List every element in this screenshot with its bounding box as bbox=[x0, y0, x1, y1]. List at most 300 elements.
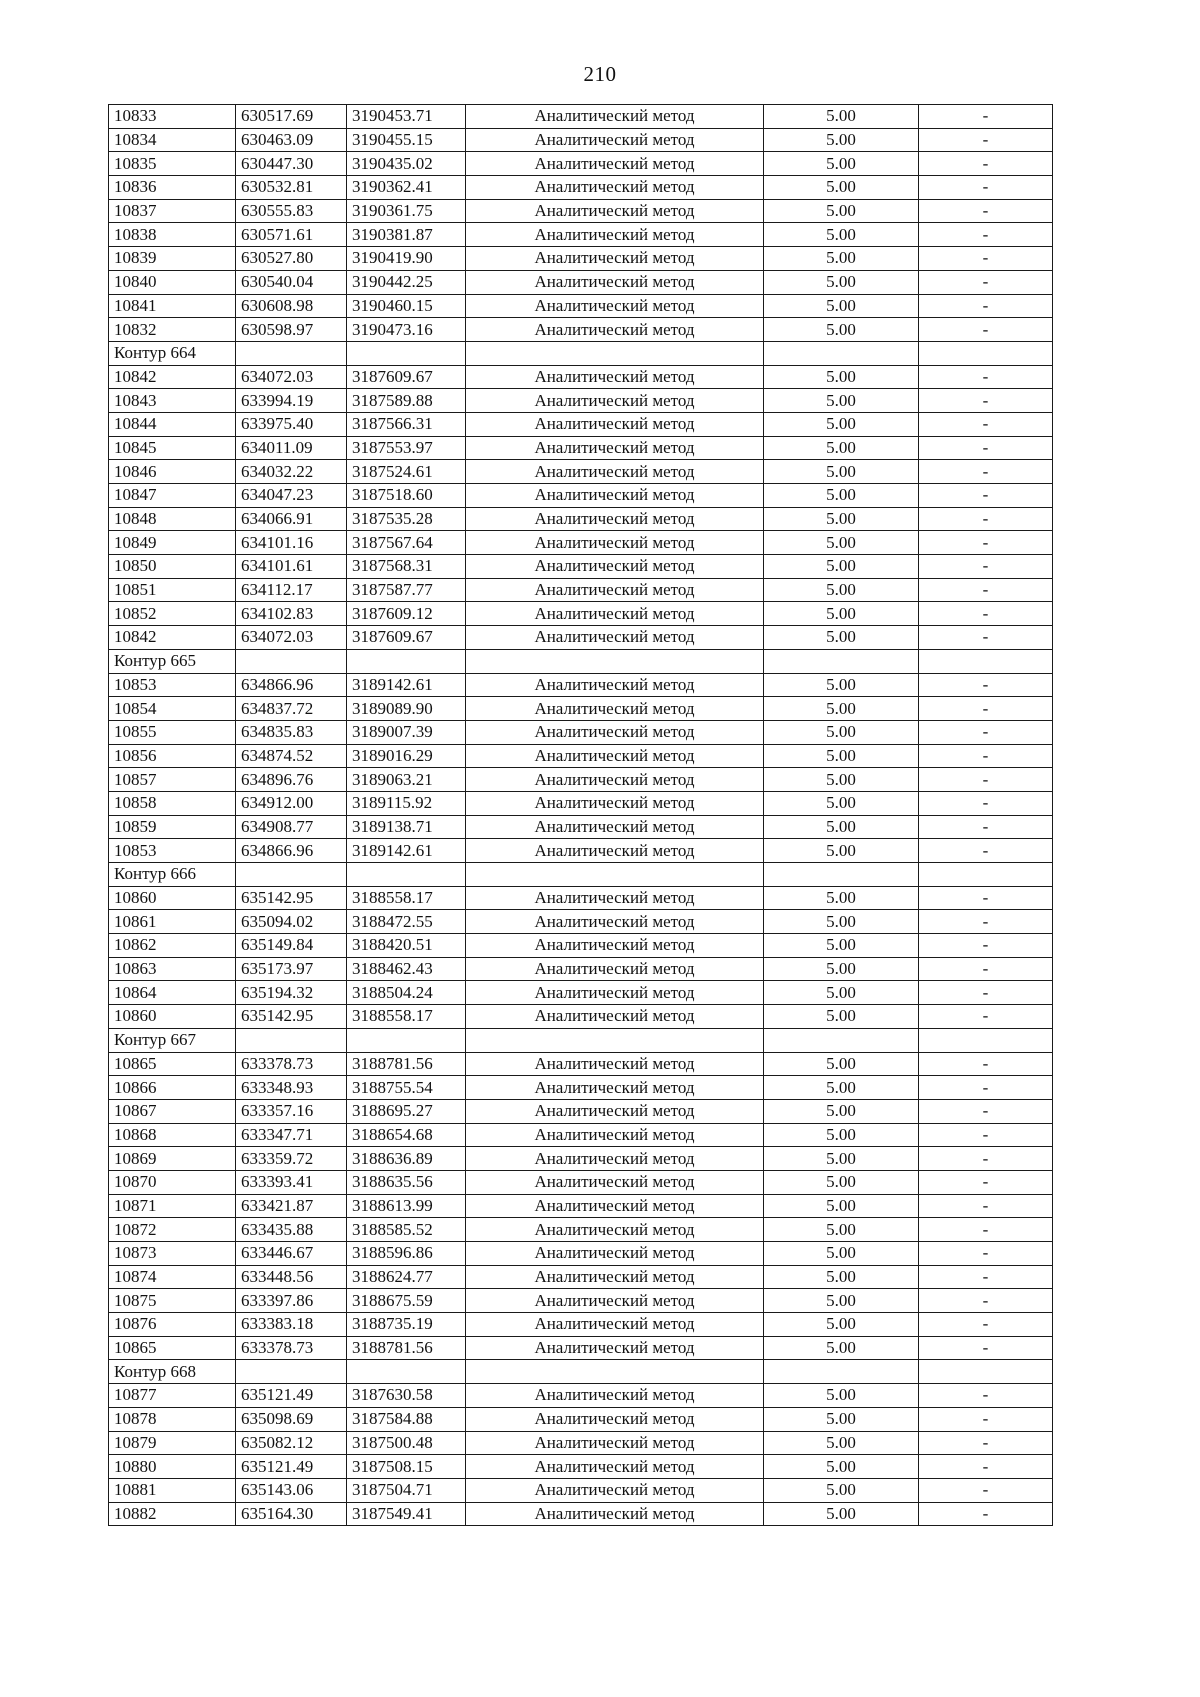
note-cell: - bbox=[919, 791, 1053, 815]
method-cell: Аналитический метод bbox=[466, 1076, 764, 1100]
point-number-cell: 10874 bbox=[109, 1265, 236, 1289]
method-cell: Аналитический метод bbox=[466, 720, 764, 744]
point-number-cell: 10879 bbox=[109, 1431, 236, 1455]
y-coordinate-cell: 3190473.16 bbox=[347, 318, 466, 342]
method-cell: Аналитический метод bbox=[466, 1147, 764, 1171]
point-number-cell: 10835 bbox=[109, 152, 236, 176]
accuracy-cell: 5.00 bbox=[764, 934, 919, 958]
x-coordinate-cell: 634032.22 bbox=[236, 460, 347, 484]
x-coordinate-cell: 634912.00 bbox=[236, 791, 347, 815]
table-row bbox=[109, 697, 1053, 721]
table-row bbox=[109, 1242, 1053, 1266]
accuracy-cell: 5.00 bbox=[764, 1407, 919, 1431]
method-cell: Аналитический метод bbox=[466, 365, 764, 389]
method-cell: Аналитический метод bbox=[466, 791, 764, 815]
point-number-cell: 10868 bbox=[109, 1123, 236, 1147]
table-row bbox=[109, 294, 1053, 318]
accuracy-cell: 5.00 bbox=[764, 768, 919, 792]
contour-header-row bbox=[109, 863, 1053, 887]
y-coordinate-cell: 3188735.19 bbox=[347, 1313, 466, 1337]
accuracy-cell: 5.00 bbox=[764, 1336, 919, 1360]
contour-label: Контур 668 bbox=[109, 1360, 236, 1384]
method-cell: Аналитический метод bbox=[466, 1170, 764, 1194]
method-cell: Аналитический метод bbox=[466, 1384, 764, 1408]
y-coordinate-cell: 3189138.71 bbox=[347, 815, 466, 839]
method-cell: Аналитический метод bbox=[466, 1431, 764, 1455]
accuracy-cell: 5.00 bbox=[764, 720, 919, 744]
y-coordinate-cell: 3187553.97 bbox=[347, 436, 466, 460]
method-cell: Аналитический метод bbox=[466, 152, 764, 176]
x-coordinate-cell: 634896.76 bbox=[236, 768, 347, 792]
y-coordinate-cell: 3187508.15 bbox=[347, 1455, 466, 1479]
table-row bbox=[109, 1313, 1053, 1337]
accuracy-cell: 5.00 bbox=[764, 436, 919, 460]
y-coordinate-cell: 3187518.60 bbox=[347, 484, 466, 508]
accuracy-cell: 5.00 bbox=[764, 1194, 919, 1218]
table-row bbox=[109, 365, 1053, 389]
note-cell: - bbox=[919, 1478, 1053, 1502]
x-coordinate-cell: 635173.97 bbox=[236, 957, 347, 981]
empty-cell bbox=[236, 863, 347, 887]
accuracy-cell: 5.00 bbox=[764, 128, 919, 152]
table-row bbox=[109, 957, 1053, 981]
y-coordinate-cell: 3190460.15 bbox=[347, 294, 466, 318]
note-cell: - bbox=[919, 1384, 1053, 1408]
point-number-cell: 10860 bbox=[109, 1005, 236, 1029]
point-number-cell: 10846 bbox=[109, 460, 236, 484]
x-coordinate-cell: 630463.09 bbox=[236, 128, 347, 152]
point-number-cell: 10876 bbox=[109, 1313, 236, 1337]
note-cell: - bbox=[919, 1431, 1053, 1455]
method-cell: Аналитический метод bbox=[466, 602, 764, 626]
table-row bbox=[109, 247, 1053, 271]
method-cell: Аналитический метод bbox=[466, 815, 764, 839]
accuracy-cell: 5.00 bbox=[764, 1076, 919, 1100]
table-row bbox=[109, 720, 1053, 744]
empty-cell bbox=[466, 1360, 764, 1384]
x-coordinate-cell: 633446.67 bbox=[236, 1242, 347, 1266]
table-row bbox=[109, 484, 1053, 508]
accuracy-cell: 5.00 bbox=[764, 1218, 919, 1242]
table-row bbox=[109, 910, 1053, 934]
x-coordinate-cell: 630532.81 bbox=[236, 176, 347, 200]
x-coordinate-cell: 630527.80 bbox=[236, 247, 347, 271]
method-cell: Аналитический метод bbox=[466, 460, 764, 484]
method-cell: Аналитический метод bbox=[466, 507, 764, 531]
y-coordinate-cell: 3187568.31 bbox=[347, 555, 466, 579]
method-cell: Аналитический метод bbox=[466, 1289, 764, 1313]
accuracy-cell: 5.00 bbox=[764, 673, 919, 697]
note-cell: - bbox=[919, 1502, 1053, 1526]
accuracy-cell: 5.00 bbox=[764, 886, 919, 910]
point-number-cell: 10863 bbox=[109, 957, 236, 981]
point-number-cell: 10871 bbox=[109, 1194, 236, 1218]
accuracy-cell: 5.00 bbox=[764, 1289, 919, 1313]
table-row bbox=[109, 1099, 1053, 1123]
x-coordinate-cell: 635082.12 bbox=[236, 1431, 347, 1455]
accuracy-cell: 5.00 bbox=[764, 981, 919, 1005]
point-number-cell: 10847 bbox=[109, 484, 236, 508]
method-cell: Аналитический метод bbox=[466, 128, 764, 152]
empty-cell bbox=[347, 341, 466, 365]
point-number-cell: 10870 bbox=[109, 1170, 236, 1194]
table-row bbox=[109, 318, 1053, 342]
x-coordinate-cell: 633448.56 bbox=[236, 1265, 347, 1289]
y-coordinate-cell: 3188636.89 bbox=[347, 1147, 466, 1171]
accuracy-cell: 5.00 bbox=[764, 1384, 919, 1408]
table-row bbox=[109, 436, 1053, 460]
empty-cell bbox=[919, 341, 1053, 365]
table-row bbox=[109, 744, 1053, 768]
point-number-cell: 10875 bbox=[109, 1289, 236, 1313]
note-cell: - bbox=[919, 247, 1053, 271]
table-row bbox=[109, 460, 1053, 484]
accuracy-cell: 5.00 bbox=[764, 839, 919, 863]
y-coordinate-cell: 3188558.17 bbox=[347, 886, 466, 910]
point-number-cell: 10866 bbox=[109, 1076, 236, 1100]
table-row bbox=[109, 1431, 1053, 1455]
note-cell: - bbox=[919, 697, 1053, 721]
y-coordinate-cell: 3190435.02 bbox=[347, 152, 466, 176]
accuracy-cell: 5.00 bbox=[764, 957, 919, 981]
note-cell: - bbox=[919, 128, 1053, 152]
method-cell: Аналитический метод bbox=[466, 436, 764, 460]
accuracy-cell: 5.00 bbox=[764, 270, 919, 294]
point-number-cell: 10860 bbox=[109, 886, 236, 910]
note-cell: - bbox=[919, 602, 1053, 626]
x-coordinate-cell: 634837.72 bbox=[236, 697, 347, 721]
y-coordinate-cell: 3189016.29 bbox=[347, 744, 466, 768]
y-coordinate-cell: 3188755.54 bbox=[347, 1076, 466, 1100]
method-cell: Аналитический метод bbox=[466, 1242, 764, 1266]
method-cell: Аналитический метод bbox=[466, 697, 764, 721]
x-coordinate-cell: 630447.30 bbox=[236, 152, 347, 176]
point-number-cell: 10840 bbox=[109, 270, 236, 294]
x-coordinate-cell: 633994.19 bbox=[236, 389, 347, 413]
note-cell: - bbox=[919, 981, 1053, 1005]
point-number-cell: 10836 bbox=[109, 176, 236, 200]
note-cell: - bbox=[919, 365, 1053, 389]
x-coordinate-cell: 634112.17 bbox=[236, 578, 347, 602]
note-cell: - bbox=[919, 531, 1053, 555]
empty-cell bbox=[919, 649, 1053, 673]
y-coordinate-cell: 3188420.51 bbox=[347, 934, 466, 958]
empty-cell bbox=[466, 649, 764, 673]
table-row bbox=[109, 1218, 1053, 1242]
y-coordinate-cell: 3189089.90 bbox=[347, 697, 466, 721]
y-coordinate-cell: 3188472.55 bbox=[347, 910, 466, 934]
method-cell: Аналитический метод bbox=[466, 981, 764, 1005]
y-coordinate-cell: 3187500.48 bbox=[347, 1431, 466, 1455]
method-cell: Аналитический метод bbox=[466, 1313, 764, 1337]
table-row bbox=[109, 1147, 1053, 1171]
method-cell: Аналитический метод bbox=[466, 1194, 764, 1218]
y-coordinate-cell: 3188624.77 bbox=[347, 1265, 466, 1289]
accuracy-cell: 5.00 bbox=[764, 152, 919, 176]
table-row bbox=[109, 389, 1053, 413]
y-coordinate-cell: 3188585.52 bbox=[347, 1218, 466, 1242]
accuracy-cell: 5.00 bbox=[764, 1052, 919, 1076]
accuracy-cell: 5.00 bbox=[764, 555, 919, 579]
x-coordinate-cell: 630598.97 bbox=[236, 318, 347, 342]
note-cell: - bbox=[919, 199, 1053, 223]
accuracy-cell: 5.00 bbox=[764, 294, 919, 318]
note-cell: - bbox=[919, 555, 1053, 579]
note-cell: - bbox=[919, 460, 1053, 484]
method-cell: Аналитический метод bbox=[466, 105, 764, 129]
y-coordinate-cell: 3187630.58 bbox=[347, 1384, 466, 1408]
accuracy-cell: 5.00 bbox=[764, 1265, 919, 1289]
y-coordinate-cell: 3187587.77 bbox=[347, 578, 466, 602]
contour-header-row bbox=[109, 341, 1053, 365]
note-cell: - bbox=[919, 910, 1053, 934]
y-coordinate-cell: 3187535.28 bbox=[347, 507, 466, 531]
point-number-cell: 10859 bbox=[109, 815, 236, 839]
point-number-cell: 10856 bbox=[109, 744, 236, 768]
x-coordinate-cell: 634908.77 bbox=[236, 815, 347, 839]
accuracy-cell: 5.00 bbox=[764, 602, 919, 626]
point-number-cell: 10881 bbox=[109, 1478, 236, 1502]
x-coordinate-cell: 633421.87 bbox=[236, 1194, 347, 1218]
table-row bbox=[109, 886, 1053, 910]
accuracy-cell: 5.00 bbox=[764, 578, 919, 602]
accuracy-cell: 5.00 bbox=[764, 1455, 919, 1479]
y-coordinate-cell: 3189063.21 bbox=[347, 768, 466, 792]
point-number-cell: 10839 bbox=[109, 247, 236, 271]
note-cell: - bbox=[919, 815, 1053, 839]
accuracy-cell: 5.00 bbox=[764, 389, 919, 413]
method-cell: Аналитический метод bbox=[466, 412, 764, 436]
accuracy-cell: 5.00 bbox=[764, 1502, 919, 1526]
accuracy-cell: 5.00 bbox=[764, 460, 919, 484]
note-cell: - bbox=[919, 1242, 1053, 1266]
point-number-cell: 10865 bbox=[109, 1336, 236, 1360]
table-row bbox=[109, 555, 1053, 579]
point-number-cell: 10880 bbox=[109, 1455, 236, 1479]
empty-cell bbox=[764, 863, 919, 887]
x-coordinate-cell: 634101.16 bbox=[236, 531, 347, 555]
note-cell: - bbox=[919, 1099, 1053, 1123]
y-coordinate-cell: 3190442.25 bbox=[347, 270, 466, 294]
table-row bbox=[109, 839, 1053, 863]
table-row bbox=[109, 1384, 1053, 1408]
accuracy-cell: 5.00 bbox=[764, 815, 919, 839]
table-row bbox=[109, 1052, 1053, 1076]
accuracy-cell: 5.00 bbox=[764, 910, 919, 934]
point-number-cell: 10873 bbox=[109, 1242, 236, 1266]
contour-header-row bbox=[109, 1028, 1053, 1052]
y-coordinate-cell: 3189142.61 bbox=[347, 839, 466, 863]
accuracy-cell: 5.00 bbox=[764, 1147, 919, 1171]
table-row bbox=[109, 1502, 1053, 1526]
accuracy-cell: 5.00 bbox=[764, 1478, 919, 1502]
table-row bbox=[109, 673, 1053, 697]
x-coordinate-cell: 633435.88 bbox=[236, 1218, 347, 1242]
method-cell: Аналитический метод bbox=[466, 1265, 764, 1289]
y-coordinate-cell: 3188675.59 bbox=[347, 1289, 466, 1313]
point-number-cell: 10854 bbox=[109, 697, 236, 721]
y-coordinate-cell: 3188462.43 bbox=[347, 957, 466, 981]
accuracy-cell: 5.00 bbox=[764, 1431, 919, 1455]
table-row bbox=[109, 176, 1053, 200]
x-coordinate-cell: 635098.69 bbox=[236, 1407, 347, 1431]
note-cell: - bbox=[919, 1194, 1053, 1218]
y-coordinate-cell: 3189115.92 bbox=[347, 791, 466, 815]
method-cell: Аналитический метод bbox=[466, 389, 764, 413]
note-cell: - bbox=[919, 294, 1053, 318]
note-cell: - bbox=[919, 839, 1053, 863]
empty-cell bbox=[466, 1028, 764, 1052]
x-coordinate-cell: 635094.02 bbox=[236, 910, 347, 934]
y-coordinate-cell: 3187567.64 bbox=[347, 531, 466, 555]
point-number-cell: 10867 bbox=[109, 1099, 236, 1123]
y-coordinate-cell: 3187609.67 bbox=[347, 626, 466, 650]
method-cell: Аналитический метод bbox=[466, 531, 764, 555]
contour-label: Контур 667 bbox=[109, 1028, 236, 1052]
point-number-cell: 10855 bbox=[109, 720, 236, 744]
y-coordinate-cell: 3188504.24 bbox=[347, 981, 466, 1005]
point-number-cell: 10862 bbox=[109, 934, 236, 958]
x-coordinate-cell: 635142.95 bbox=[236, 886, 347, 910]
x-coordinate-cell: 635143.06 bbox=[236, 1478, 347, 1502]
table-row bbox=[109, 791, 1053, 815]
method-cell: Аналитический метод bbox=[466, 1052, 764, 1076]
point-number-cell: 10834 bbox=[109, 128, 236, 152]
note-cell: - bbox=[919, 1336, 1053, 1360]
method-cell: Аналитический метод bbox=[466, 839, 764, 863]
table-row bbox=[109, 105, 1053, 129]
note-cell: - bbox=[919, 176, 1053, 200]
empty-cell bbox=[347, 649, 466, 673]
x-coordinate-cell: 634066.91 bbox=[236, 507, 347, 531]
y-coordinate-cell: 3188558.17 bbox=[347, 1005, 466, 1029]
x-coordinate-cell: 633378.73 bbox=[236, 1052, 347, 1076]
empty-cell bbox=[347, 1028, 466, 1052]
note-cell: - bbox=[919, 1147, 1053, 1171]
method-cell: Аналитический метод bbox=[466, 626, 764, 650]
accuracy-cell: 5.00 bbox=[764, 1123, 919, 1147]
table-row bbox=[109, 1455, 1053, 1479]
accuracy-cell: 5.00 bbox=[764, 176, 919, 200]
x-coordinate-cell: 635149.84 bbox=[236, 934, 347, 958]
note-cell: - bbox=[919, 673, 1053, 697]
contour-header-row bbox=[109, 1360, 1053, 1384]
table-row bbox=[109, 1265, 1053, 1289]
contour-label: Контур 665 bbox=[109, 649, 236, 673]
x-coordinate-cell: 634866.96 bbox=[236, 839, 347, 863]
method-cell: Аналитический метод bbox=[466, 957, 764, 981]
point-number-cell: 10864 bbox=[109, 981, 236, 1005]
point-number-cell: 10877 bbox=[109, 1384, 236, 1408]
contour-label: Контур 666 bbox=[109, 863, 236, 887]
point-number-cell: 10882 bbox=[109, 1502, 236, 1526]
accuracy-cell: 5.00 bbox=[764, 1099, 919, 1123]
point-number-cell: 10838 bbox=[109, 223, 236, 247]
note-cell: - bbox=[919, 270, 1053, 294]
note-cell: - bbox=[919, 626, 1053, 650]
empty-cell bbox=[919, 863, 1053, 887]
method-cell: Аналитический метод bbox=[466, 886, 764, 910]
accuracy-cell: 5.00 bbox=[764, 626, 919, 650]
accuracy-cell: 5.00 bbox=[764, 1242, 919, 1266]
x-coordinate-cell: 634072.03 bbox=[236, 626, 347, 650]
table-row bbox=[109, 981, 1053, 1005]
accuracy-cell: 5.00 bbox=[764, 365, 919, 389]
y-coordinate-cell: 3188781.56 bbox=[347, 1336, 466, 1360]
y-coordinate-cell: 3188654.68 bbox=[347, 1123, 466, 1147]
method-cell: Аналитический метод bbox=[466, 484, 764, 508]
method-cell: Аналитический метод bbox=[466, 673, 764, 697]
table-row bbox=[109, 578, 1053, 602]
empty-cell bbox=[764, 341, 919, 365]
accuracy-cell: 5.00 bbox=[764, 507, 919, 531]
y-coordinate-cell: 3190419.90 bbox=[347, 247, 466, 271]
table-row bbox=[109, 152, 1053, 176]
point-number-cell: 10843 bbox=[109, 389, 236, 413]
y-coordinate-cell: 3187504.71 bbox=[347, 1478, 466, 1502]
empty-cell bbox=[236, 1028, 347, 1052]
x-coordinate-cell: 633397.86 bbox=[236, 1289, 347, 1313]
x-coordinate-cell: 635121.49 bbox=[236, 1384, 347, 1408]
note-cell: - bbox=[919, 412, 1053, 436]
x-coordinate-cell: 630608.98 bbox=[236, 294, 347, 318]
note-cell: - bbox=[919, 1289, 1053, 1313]
x-coordinate-cell: 633975.40 bbox=[236, 412, 347, 436]
x-coordinate-cell: 633393.41 bbox=[236, 1170, 347, 1194]
coordinates-table bbox=[108, 104, 1053, 1526]
table-row bbox=[109, 223, 1053, 247]
empty-cell bbox=[466, 341, 764, 365]
method-cell: Аналитический метод bbox=[466, 910, 764, 934]
x-coordinate-cell: 633347.71 bbox=[236, 1123, 347, 1147]
method-cell: Аналитический метод bbox=[466, 1123, 764, 1147]
table-row bbox=[109, 1407, 1053, 1431]
point-number-cell: 10842 bbox=[109, 365, 236, 389]
table-row bbox=[109, 768, 1053, 792]
empty-cell bbox=[764, 649, 919, 673]
method-cell: Аналитический метод bbox=[466, 199, 764, 223]
point-number-cell: 10857 bbox=[109, 768, 236, 792]
point-number-cell: 10833 bbox=[109, 105, 236, 129]
y-coordinate-cell: 3190361.75 bbox=[347, 199, 466, 223]
note-cell: - bbox=[919, 484, 1053, 508]
accuracy-cell: 5.00 bbox=[764, 484, 919, 508]
x-coordinate-cell: 635142.95 bbox=[236, 1005, 347, 1029]
table-row bbox=[109, 199, 1053, 223]
empty-cell bbox=[919, 1360, 1053, 1384]
empty-cell bbox=[919, 1028, 1053, 1052]
point-number-cell: 10850 bbox=[109, 555, 236, 579]
note-cell: - bbox=[919, 1052, 1053, 1076]
method-cell: Аналитический метод bbox=[466, 1407, 764, 1431]
accuracy-cell: 5.00 bbox=[764, 531, 919, 555]
empty-cell bbox=[764, 1360, 919, 1384]
y-coordinate-cell: 3187584.88 bbox=[347, 1407, 466, 1431]
point-number-cell: 10853 bbox=[109, 673, 236, 697]
empty-cell bbox=[236, 341, 347, 365]
method-cell: Аналитический метод bbox=[466, 1099, 764, 1123]
x-coordinate-cell: 630540.04 bbox=[236, 270, 347, 294]
method-cell: Аналитический метод bbox=[466, 934, 764, 958]
note-cell: - bbox=[919, 389, 1053, 413]
y-coordinate-cell: 3187609.12 bbox=[347, 602, 466, 626]
table-row bbox=[109, 626, 1053, 650]
accuracy-cell: 5.00 bbox=[764, 318, 919, 342]
accuracy-cell: 5.00 bbox=[764, 199, 919, 223]
point-number-cell: 10872 bbox=[109, 1218, 236, 1242]
method-cell: Аналитический метод bbox=[466, 578, 764, 602]
point-number-cell: 10865 bbox=[109, 1052, 236, 1076]
